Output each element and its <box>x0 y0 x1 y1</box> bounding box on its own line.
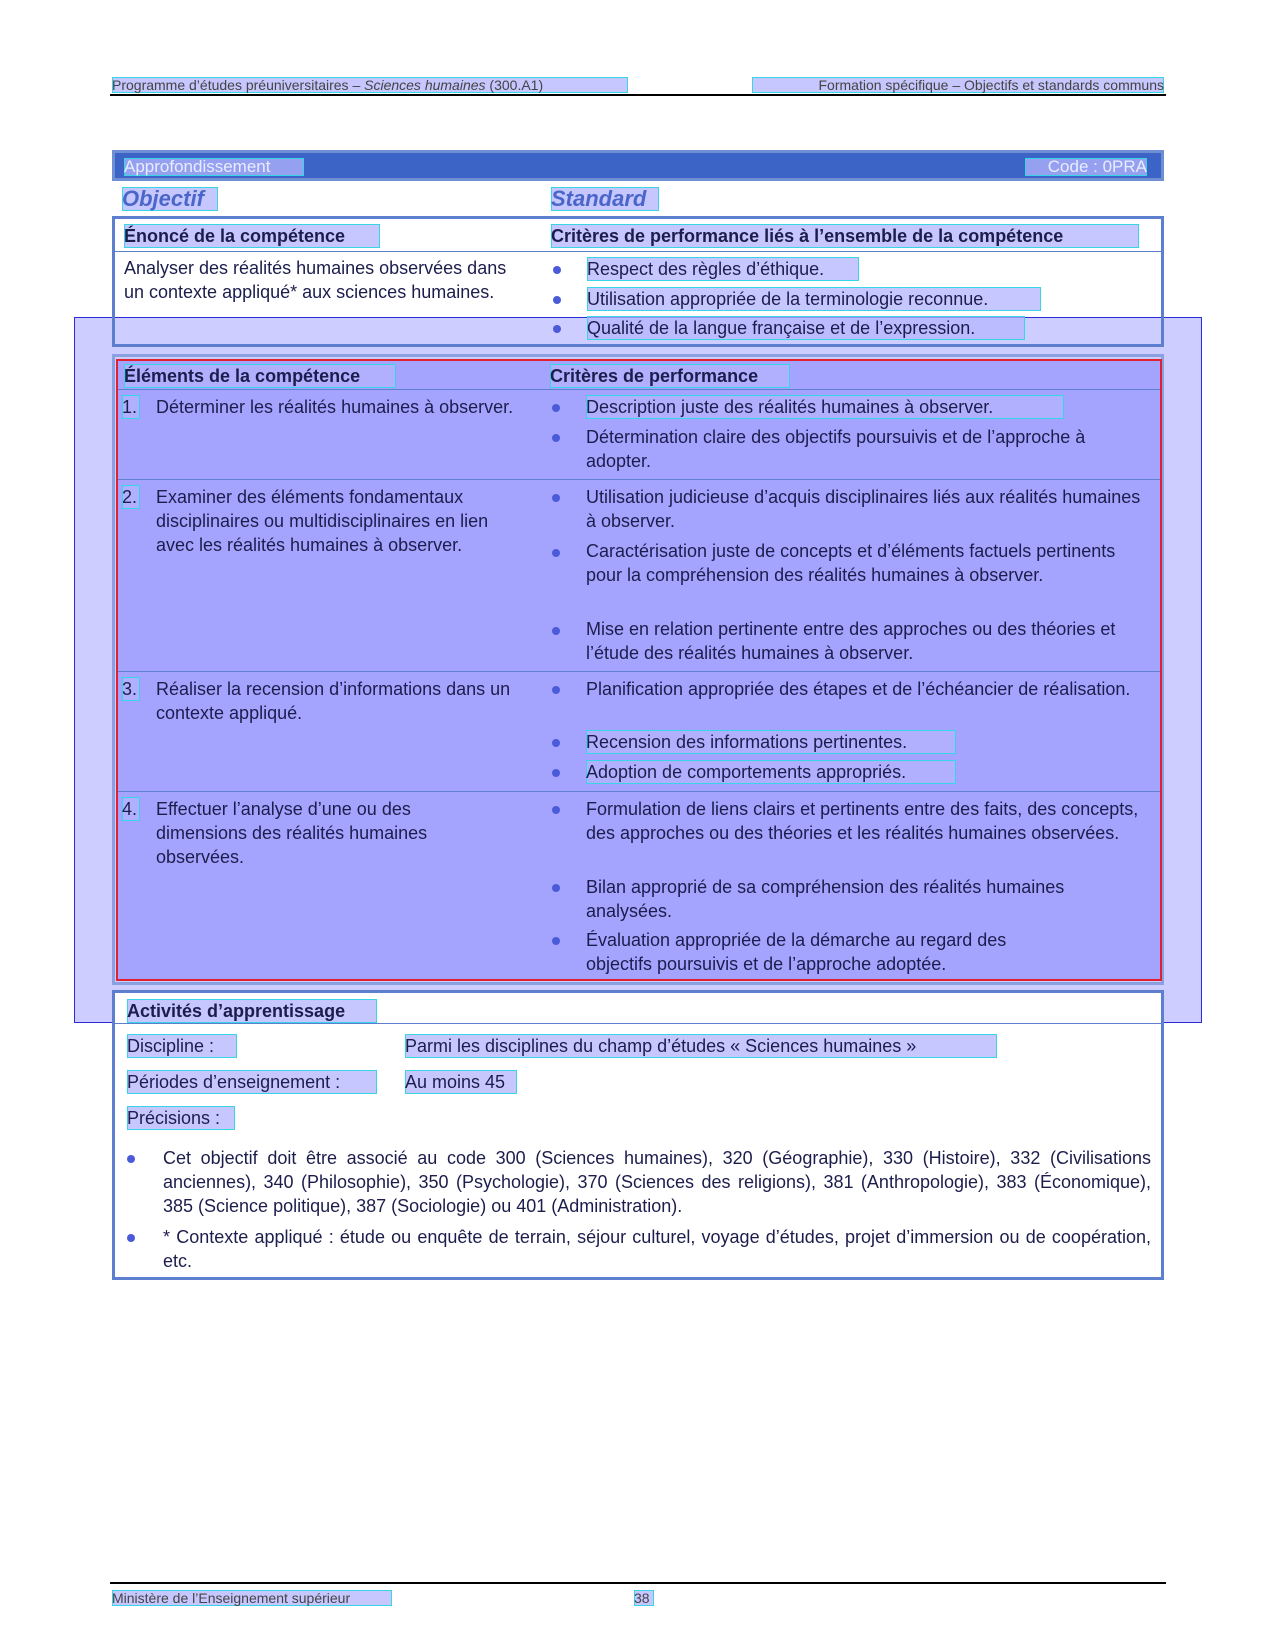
page-number: 38 <box>634 1590 654 1606</box>
element-text: Examiner des éléments fondamentaux disciplinaires ou multidisciplinaires en lien avec les réalités humaines à observer. <box>156 487 489 555</box>
standard-heading: Standard <box>551 187 659 211</box>
row-divider <box>118 671 1160 672</box>
running-header-left: Programme d’études préuniversitaires – Sciences humaines (300.A1) <box>112 77 628 93</box>
row-divider <box>118 389 1160 390</box>
row-divider <box>118 791 1160 792</box>
bullet-icon <box>552 686 560 694</box>
precision-item: * Contexte appliqué : étude ou enquête de terrain, séjour culturel, voyage d’études, projet d’immersion ou de coopération, etc. <box>163 1227 1151 1271</box>
periods-label: Périodes d’enseignement : <box>127 1070 377 1094</box>
bullet-icon <box>552 434 560 442</box>
section-banner <box>112 150 1164 181</box>
banner-code: Code : 0PRA <box>1025 158 1147 176</box>
bullet-icon <box>552 937 560 945</box>
element-criterion: Utilisation judicieuse d’acquis disciplinaires liés aux réalités humaines à observer. <box>586 487 1141 531</box>
activities-header: Activités d’apprentissage <box>127 999 377 1023</box>
footer-left: Ministère de l’Enseignement supérieur <box>112 1590 392 1606</box>
element-criterion: Bilan approprié de sa compréhension des réalités humaines analysées. <box>586 877 1065 921</box>
banner-title: Approfondissement <box>124 158 304 176</box>
bullet-icon <box>553 266 561 274</box>
bullet-icon <box>552 884 560 892</box>
competence-table <box>112 216 1164 347</box>
bullet-icon <box>553 296 561 304</box>
bullet-icon <box>127 1234 135 1242</box>
running-header <box>110 76 1166 96</box>
discipline-value: Parmi les disciplines du champ d’études « Sciences humaines » <box>405 1034 997 1058</box>
elements-header-right: Critères de performance <box>550 364 790 388</box>
element-text: Effectuer l’analyse d’une ou des dimensions des réalités humaines observées. <box>156 799 428 867</box>
element-number: 4. <box>122 797 140 821</box>
elements-header-left: Éléments de la compétence <box>124 364 396 388</box>
running-header-right: Formation spécifique – Objectifs et standards communs <box>752 77 1164 93</box>
bullet-icon <box>552 404 560 412</box>
row-divider <box>115 1023 1161 1024</box>
row-divider <box>118 479 1160 480</box>
precision-item: Cet objectif doit être associé au code 300 (Sciences humaines), 320 (Géographie), 330 (Histoire), 332 (Civilisations anciennes), 340 (Philosophie), 350 (Psychologie), 370 (Sciences des religions), 381 (Anthropologie), 383 (Économique), 385 (Science politique), 387 (Sociologie) ou 401 (Administration). <box>163 1148 1151 1216</box>
element-number: 2. <box>122 485 140 509</box>
element-criterion: Évaluation appropriée de la démarche au regard des objectifs poursuivis et de l’approche adoptée. <box>586 930 1007 974</box>
objectif-heading: Objectif <box>122 187 218 211</box>
element-criterion: Recension des informations pertinentes. <box>586 730 956 754</box>
bullet-icon <box>552 549 560 557</box>
element-number: 3. <box>122 677 140 701</box>
discipline-label: Discipline : <box>127 1034 237 1058</box>
element-text: Réaliser la recension d’informations dans un contexte appliqué. <box>156 679 511 723</box>
competence-statement: Analyser des réalités humaines observées dans un contexte appliqué* aux sciences humaines. <box>124 258 507 302</box>
bullet-icon <box>552 627 560 635</box>
periods-value: Au moins 45 <box>405 1070 517 1094</box>
element-criterion: Description juste des réalités humaines à observer. <box>586 395 1064 419</box>
bullet-icon <box>127 1155 135 1163</box>
activities-box <box>112 990 1164 1280</box>
bullet-icon <box>552 769 560 777</box>
bullet-icon <box>553 325 561 333</box>
competence-criterion: Qualité de la langue française et de l’expression. <box>587 316 1025 340</box>
element-criterion: Caractérisation juste de concepts et d’éléments factuels pertinents pour la compréhension des réalités humaines à observer. <box>586 541 1116 585</box>
bullet-icon <box>552 739 560 747</box>
element-criterion: Mise en relation pertinente entre des approches ou des théories et l’étude des réalités humaines à observer. <box>586 619 1116 663</box>
elements-table <box>116 359 1162 981</box>
competence-criterion: Utilisation appropriée de la terminologie reconnue. <box>587 287 1041 311</box>
row-divider <box>115 251 1161 252</box>
bullet-icon <box>552 494 560 502</box>
bullet-icon <box>552 806 560 814</box>
element-criterion: Planification appropriée des étapes et de l’échéancier de réalisation. <box>586 679 1131 699</box>
page-footer <box>110 1582 1166 1606</box>
element-number: 1. <box>122 395 140 419</box>
precisions-label: Précisions : <box>127 1106 235 1130</box>
element-criterion: Formulation de liens clairs et pertinents entre des faits, des concepts, des approches ou des théories et les réalités humaines observées. <box>586 799 1139 843</box>
competence-header-right: Critères de performance liés à l’ensemble de la compétence <box>551 224 1139 248</box>
element-criterion: Détermination claire des objectifs poursuivis et de l’approche à adopter. <box>586 427 1086 471</box>
competence-header-left: Énoncé de la compétence <box>124 224 380 248</box>
element-criterion: Adoption de comportements appropriés. <box>586 760 956 784</box>
element-text: Déterminer les réalités humaines à observer. <box>156 397 514 417</box>
competence-criterion: Respect des règles d’éthique. <box>587 257 859 281</box>
